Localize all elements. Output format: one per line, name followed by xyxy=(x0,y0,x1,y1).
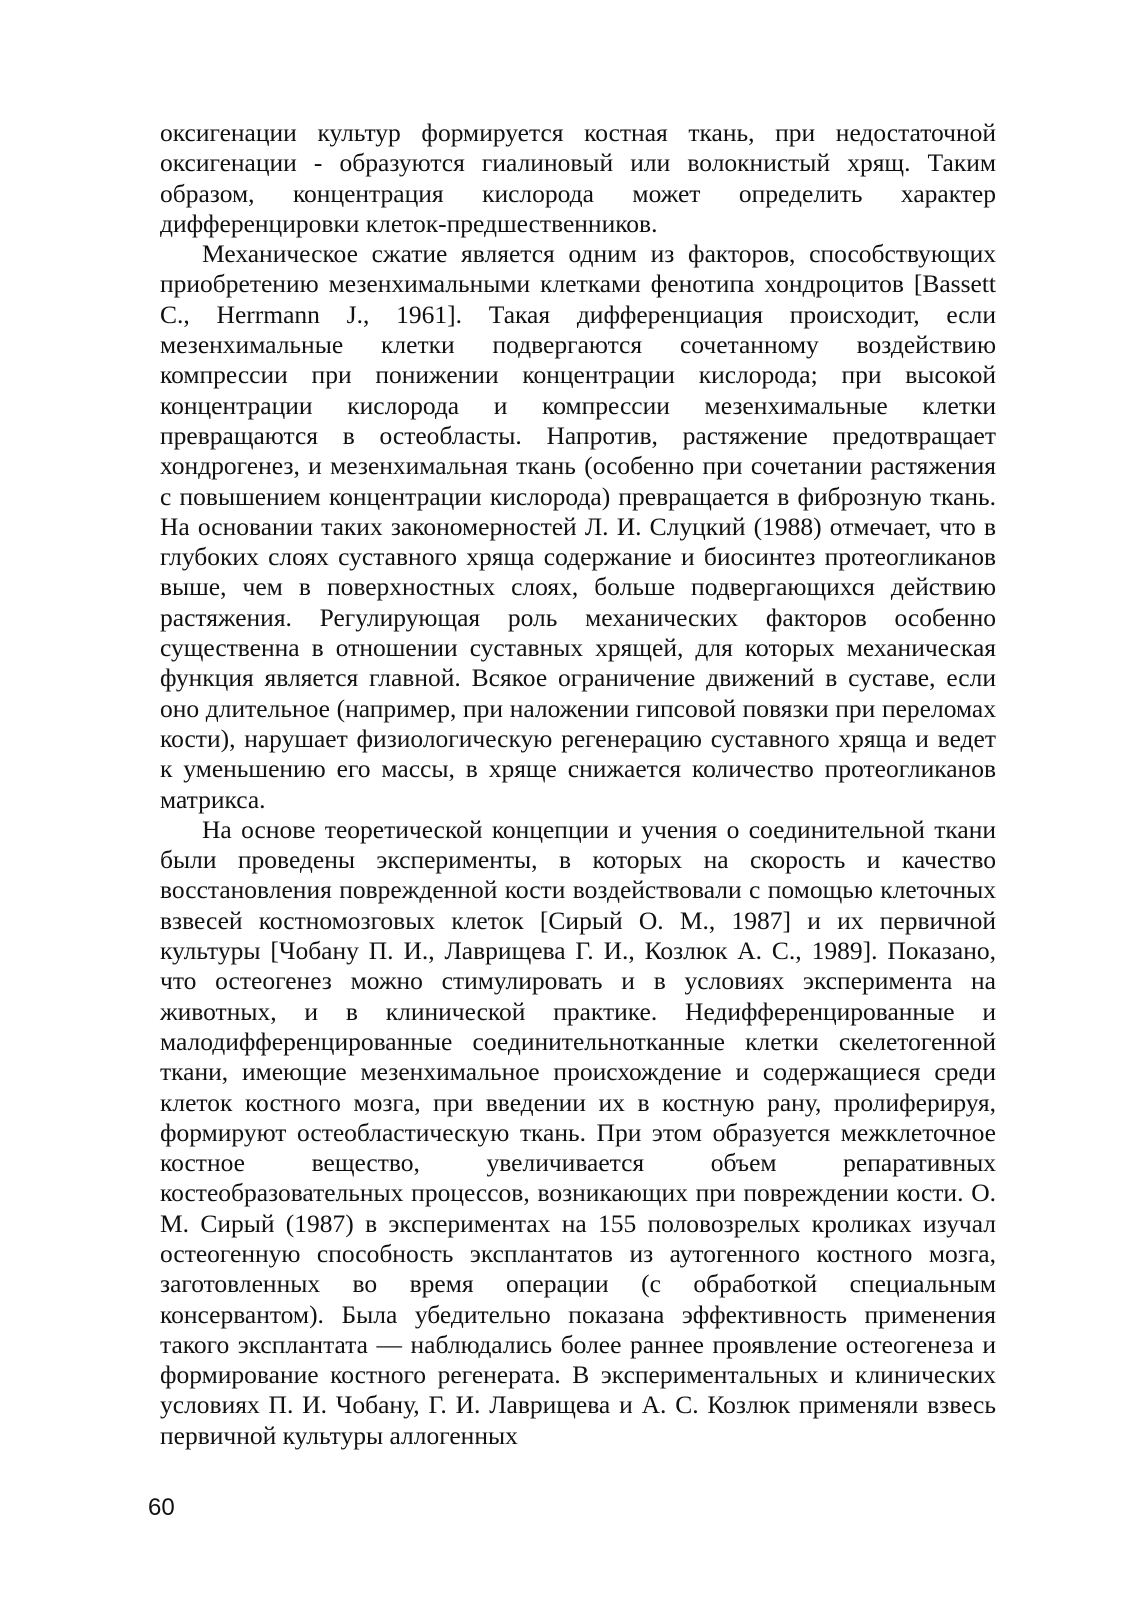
paragraph-1: оксигенации культур формируется костная ткань, при недостаточной оксигенации - образуются гиалиновый или волокнистый хрящ. Таким образом, концентрация кислорода может определить характер дифференцировки клеток-предшественников. xyxy=(160,118,996,238)
body-text xyxy=(160,118,996,1451)
paragraph-3: На основе теоретической концепции и учения о соединительной ткани были проведены эксперименты, в которых на скорость и качество восстановления поврежденной кости воздействовали с помощью клеточных взвесей костномозговых клеток [Сирый О. М., 1987] и их первичной культуры [Чобану П. И., Лаврищева Г. И., Козлюк А. С., 1989]. Показано, что остеогенез можно стимулировать и в условиях эксперимента на животных, и в клинической практике. Недифференцированные и малодифференцированные соединительнотканные клетки скелетогенной ткани, имеющие мезенхимальное происхождение и содержащиеся среди клеток костного мозга, при введении их в костную рану, пролиферируя, формируют остеобластическую ткань. При этом образуется межклеточное костное вещество, увеличивается объем репаративных костеобразовательных процессов, возникающих при повреждении кости. О. М. Сирый (1987) в экспериментах на 155 половозрелых кроликах изучал остеогенную способность эксплантатов из аутогенного костного мозга, заготовленных во время операции (с обработкой специальным консервантом). Была убедительно показана эффективность применения такого эксплантата — наблюдались более раннее проявление остеогенеза и формирование костного регенерата. В экспериментальных и клинических условиях П. И. Чобану, Г. И. Лаврищева и А. С. Козлюк применяли взвесь первичной культуры аллогенных xyxy=(160,814,996,1450)
paragraph-2: Механическое сжатие является одним из факторов, способствующих приобретению мезенхимальными клетками фенотипа хондроцитов [Bassett C., Herrmann J., 1961]. Такая дифференциация происходит, если мезенхимальные клетки подвергаются сочетанному воздействию компрессии при понижении концентрации кислорода; при высокой концентрации кислорода и компрессии мезенхимальные клетки превращаются в остеобласты. Напротив, растяжение предотвращает хондрогенез, и мезенхимальная ткань (особенно при сочетании растяжения с повышением концентрации кислорода) превращается в фиброзную ткань. На основании таких закономерностей Л. И. Слуцкий (1988) отмечает, что в глубоких слоях суставного хряща содержание и биосинтез протеогликанов выше, чем в поверхностных слоях, больше подвергающихся действию растяжения. Регулирующая роль механических факторов особенно существенна в отношении суставных хрящей, для которых механическая функция является главной. Всякое ограничение движений в суставе, если оно длительное (например, при наложении гипсовой повязки при переломах кости), нарушает физиологическую регенерацию суставного хряща и ведет к уменьшению его массы, в хряще снижается количество протеогликанов матрикса. xyxy=(160,239,996,814)
page-number: 60 xyxy=(148,1494,175,1521)
